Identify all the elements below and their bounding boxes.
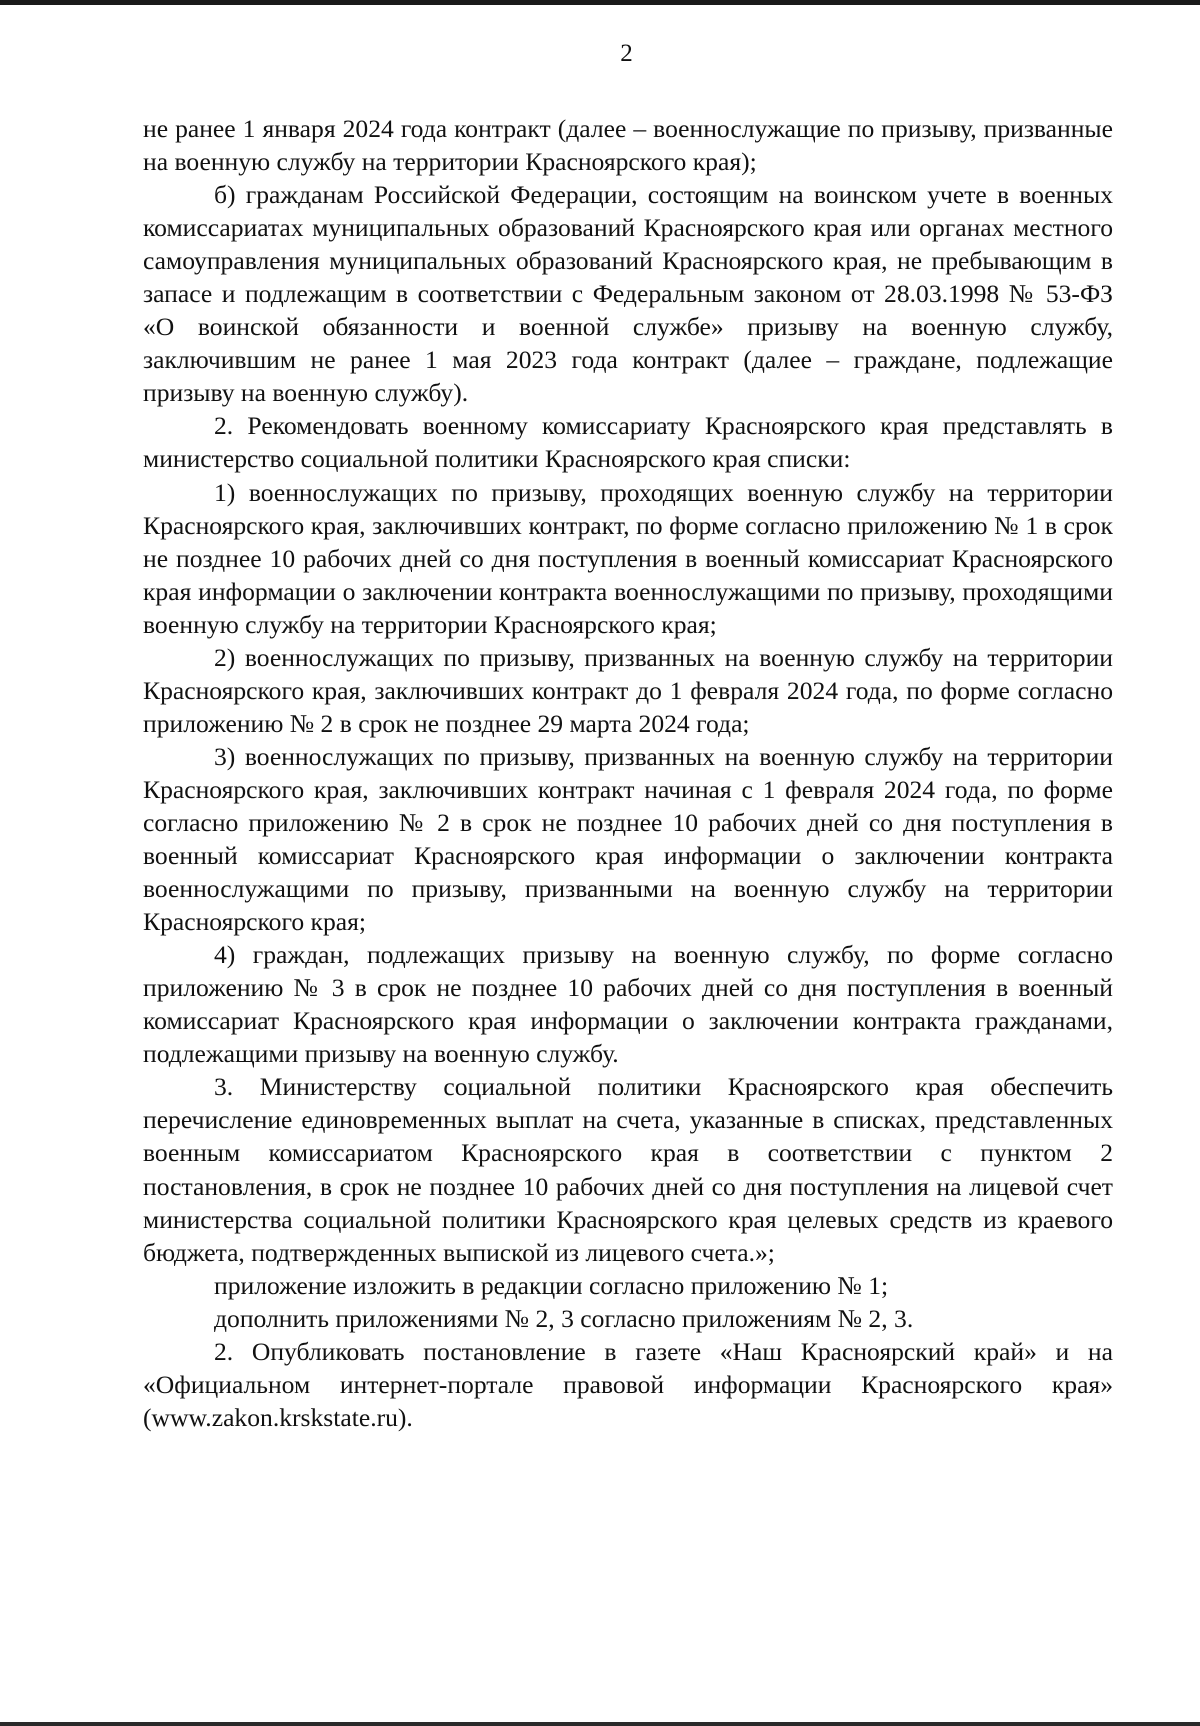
paragraph-subitem-3: 3) военнослужащих по призыву, призванных на военную службу на территории Красноярского края, заключивших контракт начиная с 1 февраля 2024 года, по форме согласно приложению № 2 в срок не позднее 10 рабочих дней со дня поступления в военный комиссариат Красноярского края информации о заключении контракта военнослужащими по призыву, призванными на военную службу на территории Красноярского края; <box>143 741 1113 937</box>
paragraph-subitem-4: 4) граждан, подлежащих призыву на военную службу, по форме согласно приложению № 3 в срок не позднее 10 рабочих дней со дня поступления в военный комиссариат Красноярского края информации о заключении контракта гражданами, подлежащими призыву на военную службу. <box>143 940 1113 1069</box>
paragraph-appendix-amendment: приложение изложить в редакции согласно приложению № 1; <box>214 1270 889 1300</box>
paragraph-point-2: 2. Рекомендовать военному комиссариату Красноярского края представлять в министерство социальной политики Красноярского края списки: <box>143 411 1113 474</box>
scan-top-edge <box>0 0 1200 5</box>
page-number: 2 <box>620 40 633 67</box>
paragraph-item-b: б) гражданам Российской Федерации, состоящим на воинском учете в военных комиссариатах муниципальных образований Красноярского края или органах местного самоуправления муниципальных образований Красноярского края, не пребывающим в запасе и подлежащим в соответствии с Федеральным законом от 28.03.1998 № 53-ФЗ «О воинской обязанности и военной службе» призыву на военную службу, заключившим не ранее 1 мая 2023 года контракт (далее – граждане, подлежащие призыву на военную службу). <box>143 180 1113 408</box>
paragraph-subitem-2: 2) военнослужащих по призыву, призванных на военную службу на территории Красноярского края, заключивших контракт до 1 февраля 2024 года, по форме согласно приложению № 2 в срок не позднее 29 марта 2024 года; <box>143 642 1113 738</box>
paragraph-point-3: 3. Министерству социальной политики Красноярского края обеспечить перечисление единовременных выплат на счета, указанные в списках, представленных военным комиссариатом Красноярского края в соответствии с пунктом 2 постановления, в срок не позднее 10 рабочих дней со дня поступления на лицевой счет министерства социальной политики Красноярского края целевых средств из краевого бюджета, подтвержденных выпиской из лицевого счета.»; <box>143 1072 1113 1267</box>
paragraph-continuation: не ранее 1 января 2024 года контракт (далее – военнослужащие по призыву, призванные на военную службу на территории Красноярского края); <box>143 114 1113 177</box>
paragraph-appendix-addition: дополнить приложениями № 2, 3 согласно приложениям № 2, 3. <box>214 1303 914 1333</box>
scan-bottom-edge <box>0 1722 1200 1726</box>
paragraph-publication: 2. Опубликовать постановление в газете «Наш Красноярский край» и на «Официальном интернет-портале правовой информации Красноярского края» (www.zakon.krskstate.ru). <box>143 1336 1113 1432</box>
document-body <box>143 112 1113 1434</box>
paragraph-subitem-1: 1) военнослужащих по призыву, проходящих военную службу на территории Красноярского края, заключивших контракт, по форме согласно приложению № 1 в срок не позднее 10 рабочих дней со дня поступления в военный комиссариат Красноярского края информации о заключении контракта военнослужащими по призыву, проходящими военную службу на территории Красноярского края; <box>143 477 1113 639</box>
